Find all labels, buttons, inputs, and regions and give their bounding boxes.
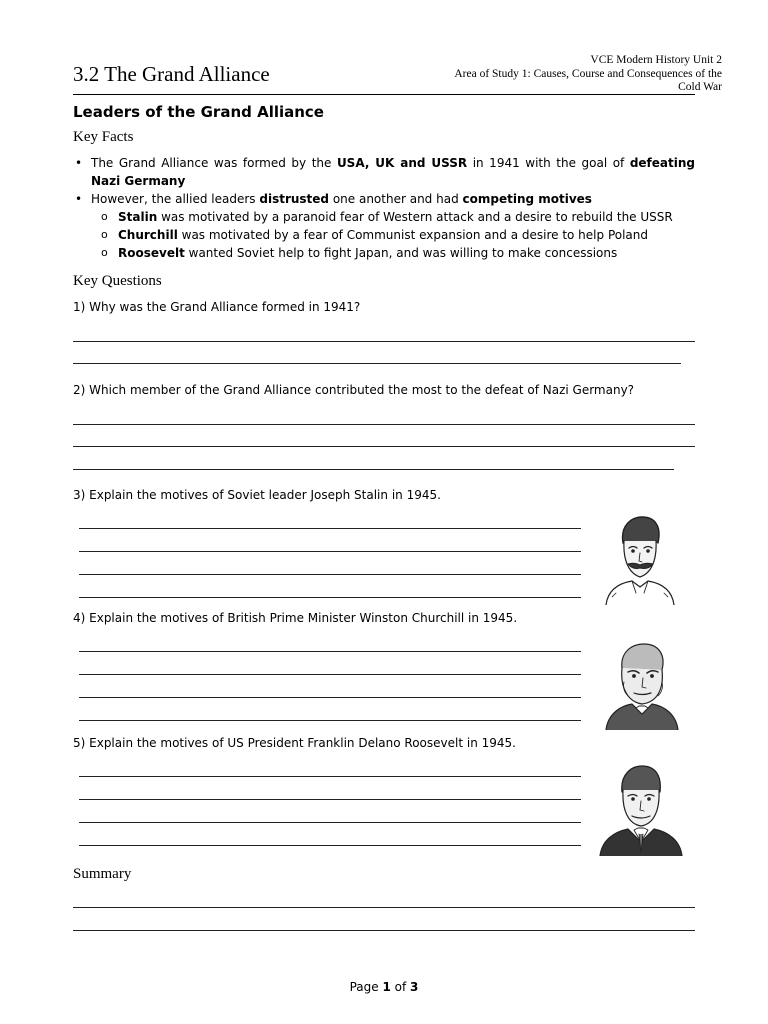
fact-emphasis: USA, UK and USSR (336, 156, 468, 170)
subfact-stalin (73, 208, 695, 226)
leader-name: Churchill (118, 228, 178, 242)
fact-item (73, 190, 695, 208)
course-info (422, 54, 722, 95)
section-heading: Leaders of the Grand Alliance (73, 103, 324, 121)
key-facts-heading: Key Facts (73, 129, 134, 145)
subfact-churchill (73, 226, 695, 244)
answer-line[interactable] (79, 674, 581, 675)
churchill-portrait (600, 638, 684, 730)
answer-line[interactable] (79, 597, 581, 598)
total-pages: 3 (410, 980, 419, 994)
answer-line[interactable] (73, 930, 695, 931)
answer-line[interactable] (79, 822, 581, 823)
current-page: 1 (382, 980, 391, 994)
fact-item (73, 154, 695, 190)
fact-text: The Grand Alliance was formed by the (91, 156, 337, 170)
bullet-icon: • (75, 192, 83, 206)
fact-text: in 1941 with the goal of (467, 156, 630, 170)
answer-line[interactable] (73, 907, 695, 908)
question-4: 4) Explain the motives of British Prime Minister Winston Churchill in 1945. (73, 611, 518, 625)
summary-heading: Summary (73, 866, 132, 882)
fact-text: However, the allied leaders (91, 192, 260, 206)
question-3: 3) Explain the motives of Soviet leader Joseph Stalin in 1945. (73, 488, 441, 502)
subfact-text: was motivated by a fear of Communist expansion and a desire to help Poland (177, 228, 648, 242)
course-info-line-2: Area of Study 1: Causes, Course and Consequences of the (454, 67, 722, 80)
key-questions-heading: Key Questions (73, 273, 162, 289)
question-5: 5) Explain the motives of US President Franklin Delano Roosevelt in 1945. (73, 736, 516, 750)
fact-emphasis: competing motives (462, 192, 592, 206)
fact-emphasis: defeating Nazi Germany (91, 156, 695, 188)
answer-line[interactable] (73, 424, 695, 425)
answer-line[interactable] (79, 528, 581, 529)
question-2: 2) Which member of the Grand Alliance contributed the most to the defeat of Nazi Germany? (73, 383, 635, 397)
answer-line[interactable] (79, 574, 581, 575)
answer-line[interactable] (79, 845, 581, 846)
subfact-roosevelt (73, 244, 695, 262)
circle-bullet-icon: o (101, 246, 108, 259)
subfact-text: was motivated by a paranoid fear of Western attack and a desire to rebuild the USSR (157, 210, 673, 224)
answer-line[interactable] (79, 799, 581, 800)
leader-name: Stalin (118, 210, 158, 224)
answer-line[interactable] (73, 469, 674, 470)
fact-text: one another and had (329, 192, 463, 206)
answer-line[interactable] (73, 341, 695, 342)
answer-line[interactable] (73, 446, 695, 447)
answer-line[interactable] (79, 720, 581, 721)
roosevelt-portrait (596, 762, 686, 856)
key-facts-list (73, 154, 695, 262)
subfact-text: wanted Soviet help to fight Japan, and was willing to make concessions (184, 246, 618, 260)
page-number-label: Page (349, 980, 383, 994)
leader-name: Roosevelt (118, 246, 185, 260)
answer-line[interactable] (79, 551, 581, 552)
fact-emphasis: distrusted (259, 192, 330, 206)
answer-line[interactable] (73, 363, 681, 364)
answer-line[interactable] (79, 697, 581, 698)
page-number (0, 980, 768, 994)
answer-line[interactable] (79, 651, 581, 652)
header-divider (73, 94, 695, 95)
bullet-icon: • (75, 156, 83, 170)
page-title: 3.2 The Grand Alliance (73, 62, 270, 86)
course-info-line-1: VCE Modern History Unit 2 (590, 54, 722, 66)
course-info-line-3: Cold War (678, 81, 722, 93)
circle-bullet-icon: o (101, 228, 108, 241)
answer-line[interactable] (79, 776, 581, 777)
question-1: 1) Why was the Grand Alliance formed in 1941? (73, 300, 361, 314)
circle-bullet-icon: o (101, 210, 108, 223)
stalin-portrait (598, 513, 682, 605)
page-number-label: of (390, 980, 411, 994)
